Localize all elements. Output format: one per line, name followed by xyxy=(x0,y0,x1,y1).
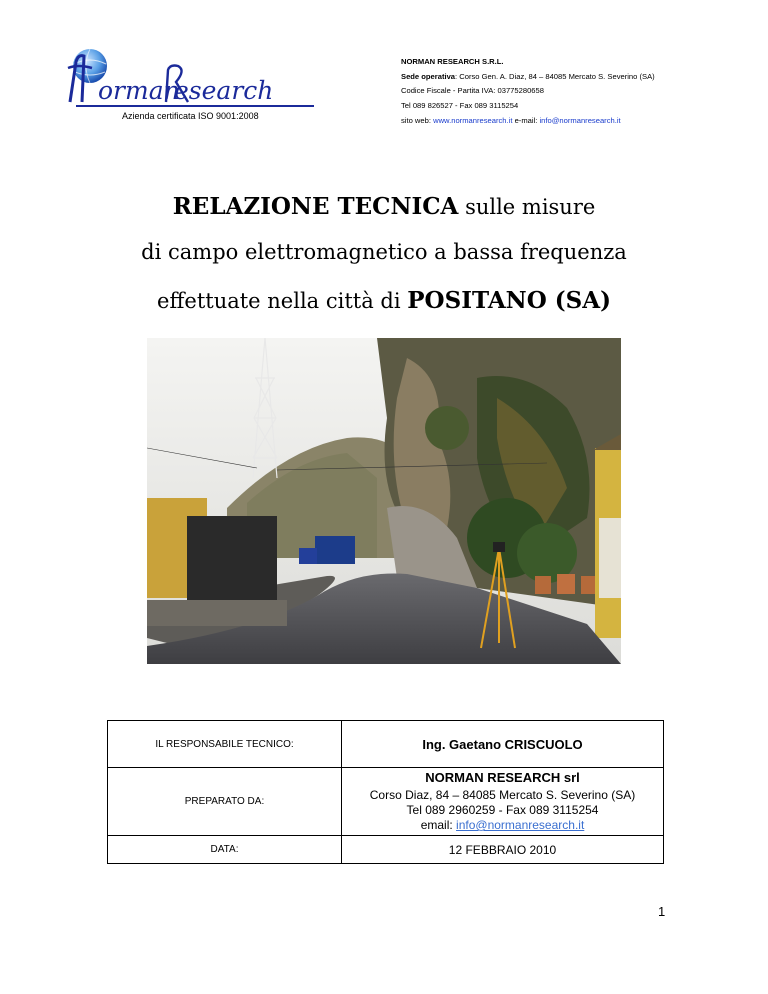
preparato-email-label: email: xyxy=(420,818,457,832)
sede-value: : Corso Gen. A. Diaz, 84 – 84085 Mercato S. Severino (SA) xyxy=(455,71,655,81)
sede-label: Sede operativa xyxy=(401,71,456,81)
preparato-phone: Tel 089 2960259 - Fax 089 3115254 xyxy=(406,803,599,817)
data-value: 12 FEBBRAIO 2010 xyxy=(342,836,664,864)
iso-certification: Azienda certificata ISO 9001:2008 xyxy=(122,111,259,121)
company-fiscal: Codice Fiscale - Partita IVA: 03775280658 xyxy=(401,86,544,96)
preparato-org: NORMAN RESEARCH srl xyxy=(425,770,580,785)
logo-text-esearch: esearch xyxy=(174,76,274,105)
responsabile-label: IL RESPONSABILE TECNICO: xyxy=(108,721,342,768)
data-label: DATA: xyxy=(108,836,342,864)
email-link[interactable]: info@normanresearch.it xyxy=(539,115,621,125)
title-line-3 xyxy=(0,287,768,314)
company-phone: Tel 089 826527 - Fax 089 3115254 xyxy=(401,101,519,111)
title-line-3-pre: effettuate nella città di xyxy=(157,289,408,313)
company-name: NORMAN RESEARCH S.R.L. xyxy=(401,57,504,66)
title-bold: RELAZIONE TECNICA xyxy=(172,193,459,220)
website-link[interactable]: www.normanresearch.it xyxy=(433,115,513,125)
preparato-address: Corso Diaz, 84 – 84085 Mercato S. Severino (SA) xyxy=(369,788,636,802)
web-label: sito web: xyxy=(401,115,431,125)
company-address xyxy=(401,70,655,85)
responsabile-value: Ing. Gaetano CRISCUOLO xyxy=(342,721,664,768)
site-photo xyxy=(147,338,621,664)
logo-underline xyxy=(76,105,314,107)
table-row xyxy=(108,836,664,864)
info-table xyxy=(107,720,664,864)
email-label: e-mail: xyxy=(514,115,538,125)
company-logo xyxy=(62,42,320,112)
title-line-1 xyxy=(0,193,768,220)
preparato-value xyxy=(342,768,664,836)
title-line-2: di campo elettromagnetico a bassa frequenza xyxy=(141,240,627,264)
company-info xyxy=(401,55,655,129)
title-city: POSITANO (SA) xyxy=(407,287,611,314)
table-row xyxy=(108,721,664,768)
preparato-label: PREPARATO DA: xyxy=(108,768,342,836)
table-row xyxy=(108,768,664,836)
company-contacts xyxy=(401,114,655,129)
logo-text-orman: orman xyxy=(98,76,180,105)
page-number: 1 xyxy=(658,904,666,919)
title-rest: sulle misure xyxy=(458,195,596,219)
preparato-email-line xyxy=(342,818,663,833)
preparato-email-link[interactable]: info@normanresearch.it xyxy=(456,818,585,832)
